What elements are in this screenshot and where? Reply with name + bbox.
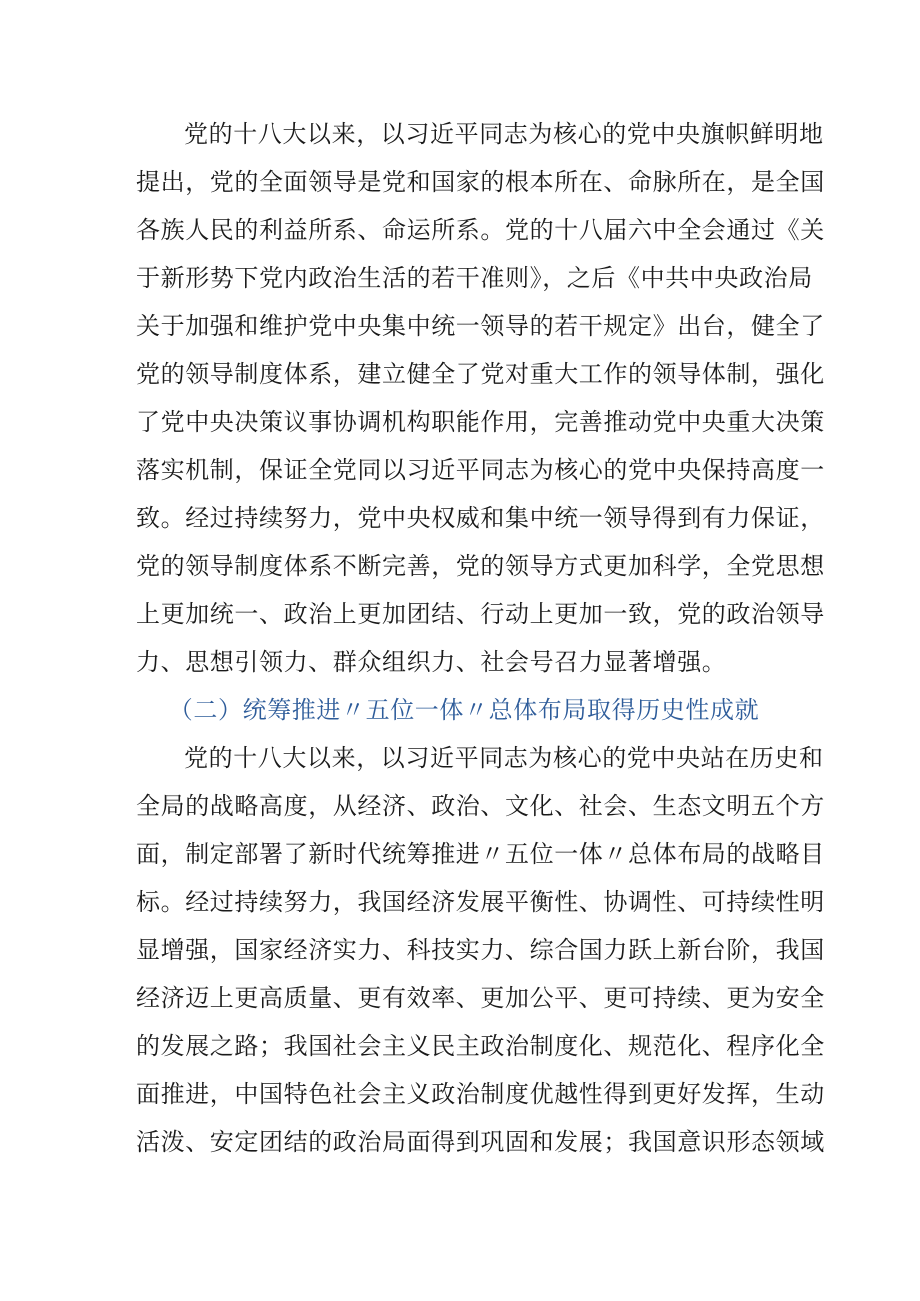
paragraph-line: 全局的战略高度，从经济、政治、文化、社会、生态文明五个方 <box>136 792 825 820</box>
section-heading: （二）统筹推进〃五位一体〃总体布局取得历史性成就 <box>168 696 760 724</box>
paragraph-line: 党的领导制度体系不断完善，党的领导方式更加科学，全党思想 <box>136 552 825 580</box>
paragraph-line: 于新形势下党内政治生活的若干准则》，之后《中共中央政治局 <box>136 264 813 292</box>
paragraph-line: 致。经过持续努力，党中央权威和集中统一领导得到有力保证， <box>136 504 825 532</box>
paragraph-line: 关于加强和维护党中央集中统一领导的若干规定》出台，健全了 <box>136 312 825 340</box>
paragraph-five-in-one <box>136 734 825 1166</box>
paragraph-line: 各族人民的利益所系、命运所系。党的十八届六中全会通过《关 <box>136 216 825 244</box>
paragraph-line: 经济迈上更高质量、更有效率、更加公平、更可持续、更为安全 <box>136 984 825 1012</box>
paragraph-line: 标。经过持续努力，我国经济发展平衡性、协调性、可持续性明 <box>136 888 825 916</box>
paragraph-line: 活泼、安定团结的政治局面得到巩固和发展；我国意识形态领域 <box>136 1128 825 1156</box>
paragraph-line: 提出，党的全面领导是党和国家的根本所在、命脉所在，是全国 <box>136 168 825 196</box>
paragraph-line: 党的十八大以来，以习近平同志为核心的党中央站在历史和 <box>184 744 824 772</box>
paragraph-line: 面推进，中国特色社会主义政治制度优越性得到更好发挥，生动 <box>136 1080 825 1108</box>
paragraph-line: 了党中央决策议事协调机构职能作用，完善推动党中央重大决策 <box>136 408 825 436</box>
paragraph-line: 力、思想引领力、群众组织力、社会号召力显著增强。 <box>136 648 727 676</box>
paragraph-line: 显增强，国家经济实力、科技实力、综合国力跃上新台阶，我国 <box>136 936 825 964</box>
paragraph-line: 的发展之路；我国社会主义民主政治制度化、规范化、程序化全 <box>136 1032 825 1060</box>
paragraph-line: 落实机制，保证全党同以习近平同志为核心的党中央保持高度一 <box>136 456 825 484</box>
paragraph-line: 党的领导制度体系，建立健全了党对重大工作的领导体制，强化 <box>136 360 825 388</box>
paragraph-line: 党的十八大以来，以习近平同志为核心的党中央旗帜鲜明地 <box>184 120 824 148</box>
paragraph-line: 上更加统一、政治上更加团结、行动上更加一致，党的政治领导 <box>136 600 825 628</box>
paragraph-line: 面，制定部署了新时代统筹推进〃五位一体〃总体布局的战略目 <box>136 840 825 868</box>
paragraph-party-leadership <box>136 110 825 686</box>
